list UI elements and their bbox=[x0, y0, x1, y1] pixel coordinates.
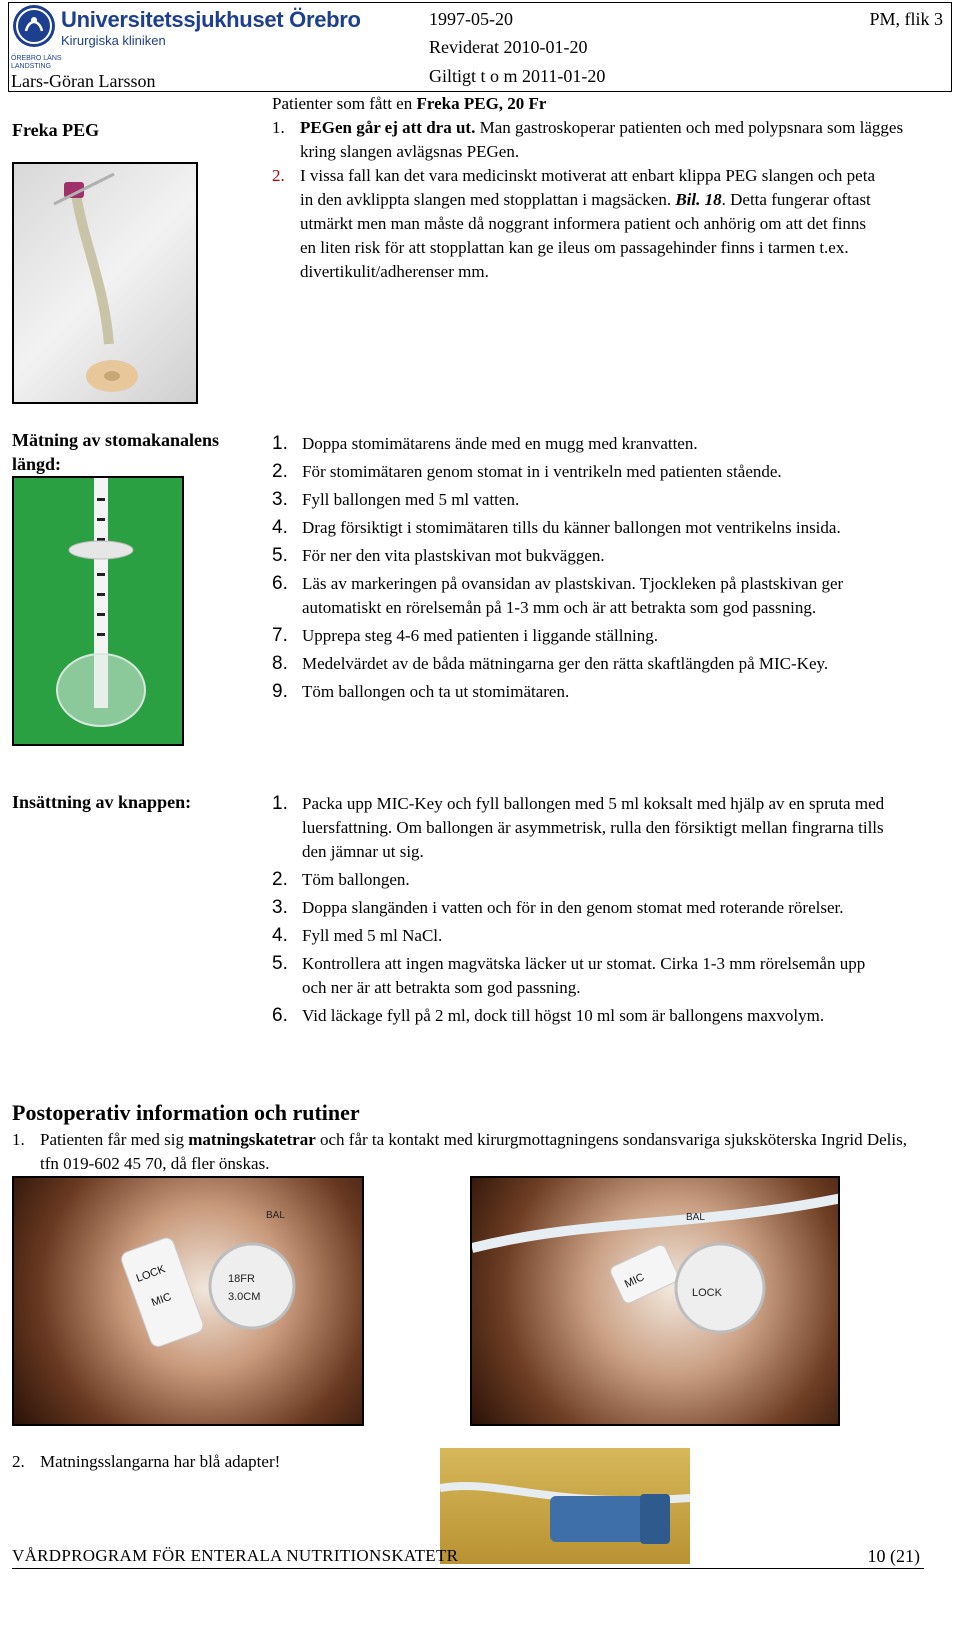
matning-step: 3. Fyll ballongen med 5 ml vatten. bbox=[272, 489, 520, 510]
insattning-step: 6. Vid läckage fyll på 2 ml, dock till högst 10 ml som är ballongens maxvolym. bbox=[272, 1005, 825, 1026]
footer-page-number: 10 (21) bbox=[867, 1546, 920, 1566]
section-label-insattning: Insättning av knappen: bbox=[12, 792, 192, 812]
matning-step: 1. Doppa stomimätarens ände med en mugg med kranvatten. bbox=[272, 433, 698, 454]
section-label-matning: Mätning av stomakanalens längd: bbox=[12, 430, 220, 474]
mic-key-photo-right bbox=[470, 1176, 840, 1426]
matning-step: 7. Upprepa steg 4-6 med patienten i liggande ställning. bbox=[272, 625, 658, 646]
lock-label: LOCK bbox=[134, 1263, 167, 1285]
lock-label: LOCK bbox=[692, 1287, 722, 1299]
freka-intro: Patienter som fått en Freka PEG, 20 Fr bbox=[272, 94, 547, 113]
section-label-freka-peg: Freka PEG bbox=[12, 120, 100, 140]
mic-label: MIC bbox=[149, 1290, 173, 1310]
tab-reference: PM, flik 3 bbox=[869, 9, 943, 29]
matning-step: 2. För stomimätaren genom stomat in i ventrikeln med patienten stående. bbox=[272, 461, 782, 482]
matning-step: 8. Medelvärdet av de båda mätningarna ger den rätta skaftlängden på MIC-Key. bbox=[272, 653, 829, 674]
postop-item-2: 2. Matningsslangarna har blå adapter! bbox=[12, 1452, 281, 1471]
matning-step: 6. Läs av markeringen på ovansidan av plastskivan. Tjockleken på plastskivan ger automatiskt en rörelsemån på 1-3 mm och är att betrakta som god passning. bbox=[272, 573, 844, 617]
footer-divider bbox=[12, 1568, 924, 1569]
freka-item-1: 1. PEGen går ej att dra ut. Man gastroskoperar patienten och med polypsnara som lägges kring slangen avlägsnas PEGen. bbox=[272, 118, 904, 161]
document-date: 1997-05-20 bbox=[429, 9, 513, 29]
bal-label: BAL bbox=[686, 1212, 705, 1223]
insattning-step: 1. Packa upp MIC-Key och fyll ballongen med 5 ml koksalt med hjälp av en spruta med luersfattning. Om ballongen är asymmetrisk, rulla den försiktigt mellan fingrarna tills den jämnar ut sig. bbox=[272, 793, 885, 861]
size-fr-label: 18FR bbox=[228, 1273, 255, 1285]
county-logo-text: ÖREBRO LÄNS LANDSTING bbox=[11, 55, 62, 70]
insattning-steps-list bbox=[272, 792, 892, 1032]
author-name: Lars-Göran Larsson bbox=[11, 71, 156, 91]
hospital-logo-icon bbox=[13, 5, 55, 47]
feeding-tube-blue-adapter-photo bbox=[440, 1448, 690, 1564]
matning-steps-list bbox=[272, 432, 892, 708]
insattning-step: 3. Doppa slangänden i vatten och för in den genom stomat med roterande rörelser. bbox=[272, 897, 844, 918]
matning-step: 5. För ner den vita plastskivan mot bukväggen. bbox=[272, 545, 605, 566]
mic-label: MIC bbox=[622, 1271, 647, 1291]
document-header bbox=[8, 2, 952, 92]
freka-item-2: 2. I vissa fall kan det vara medicinskt motiverat att enbart klippa PEG slangen och peta in den avklippta slangen med stopplattan i magsäcken. Bil. 18. Detta fungerar oftast utmärkt men man måste då noggrant informera patient och anhörig om att det finns en liten risk för att stopplattan kan ge ileus om passagehinder finns i tarmen t.ex. divertikulit/adherenser mm. bbox=[272, 166, 875, 281]
bal-label: BAL bbox=[266, 1210, 285, 1221]
postop-section-title: Postoperativ information och rutiner bbox=[12, 1100, 360, 1125]
mic-key-photo-left bbox=[12, 1176, 364, 1426]
insattning-step: 2. Töm ballongen. bbox=[272, 869, 410, 890]
valid-until-date: Giltigt t o m 2011-01-20 bbox=[429, 66, 606, 86]
insattning-step: 5. Kontrollera att ingen magvätska läcker ut ur stomat. Cirka 1-3 mm rörelsemån upp och ner är att betrakta som god passning. bbox=[272, 953, 866, 997]
insattning-step: 4. Fyll med 5 ml NaCl. bbox=[272, 925, 443, 946]
footer-program-title: VÅRDPROGRAM FÖR ENTERALA NUTRITIONSKATETR bbox=[12, 1546, 459, 1565]
hospital-name: Universitetssjukhuset Örebro bbox=[61, 7, 361, 32]
freka-peg-photo bbox=[12, 162, 198, 404]
stoma-meter-photo bbox=[12, 476, 184, 746]
matning-step: 4. Drag försiktigt i stomimätaren tills du känner ballongen mot ventrikelns insida. bbox=[272, 517, 841, 538]
size-cm-label: 3.0CM bbox=[228, 1291, 261, 1303]
revised-date: Reviderat 2010-01-20 bbox=[429, 37, 588, 57]
postop-item-1: 1. Patienten får med sig matningskatetrar och får ta kontakt med kirurgmottagningens sondansvariga sjuksköterska Ingrid Delis, tfn 019-602 45 70, då fler önskas. bbox=[12, 1130, 907, 1173]
matning-step: 9. Töm ballongen och ta ut stomimätaren. bbox=[272, 681, 570, 702]
clinic-name: Kirurgiska kliniken bbox=[61, 33, 166, 48]
